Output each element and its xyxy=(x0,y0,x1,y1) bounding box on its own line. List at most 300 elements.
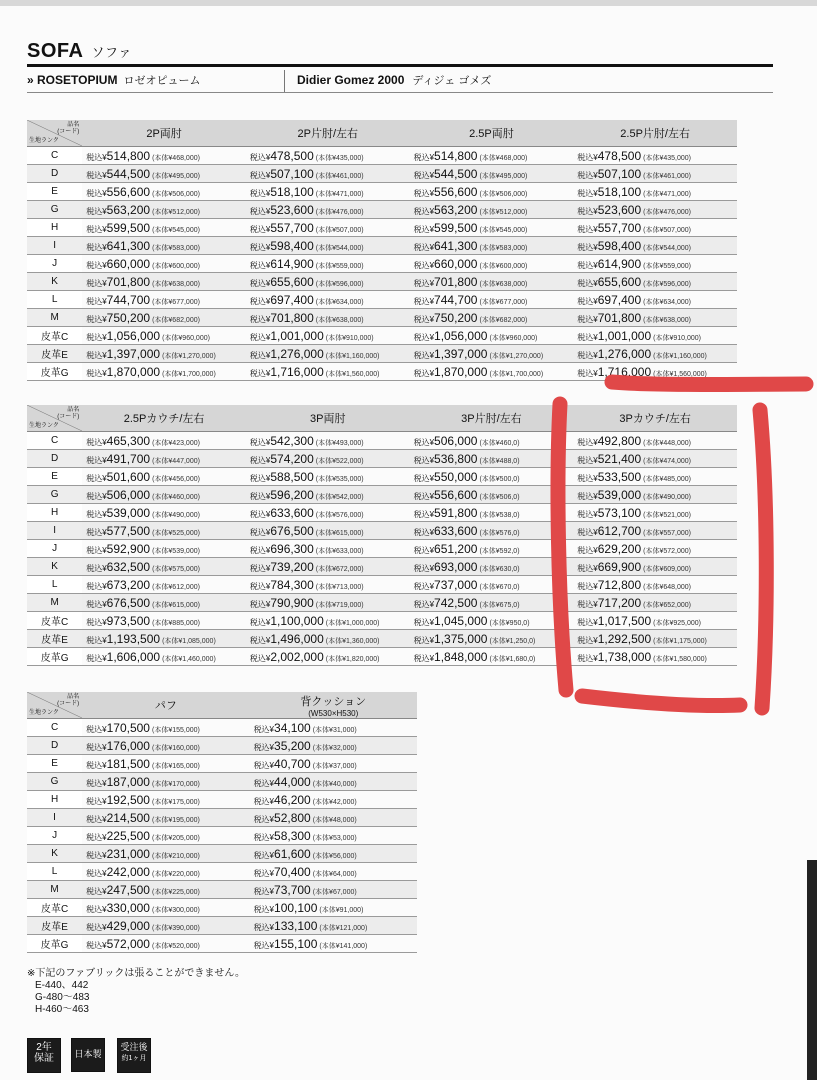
tax-incl-price: 518,100 xyxy=(597,184,642,199)
base-price: 48,000 xyxy=(332,816,355,824)
base-price: 461,000 xyxy=(663,172,689,180)
base-price-suffix: ) xyxy=(364,924,368,932)
tax-incl-prefix: 税込¥ xyxy=(86,332,107,342)
rank-cell: E xyxy=(27,468,82,486)
base-price-prefix: (本体¥ xyxy=(653,370,674,378)
base-price-prefix: (本体¥ xyxy=(152,316,173,324)
base-price: 460,0 xyxy=(499,439,518,447)
price-cell xyxy=(573,219,737,237)
base-price: 512,000 xyxy=(499,208,525,216)
base-price-prefix: (本体¥ xyxy=(312,870,333,878)
tax-incl-prefix: 税込¥ xyxy=(86,224,107,234)
base-price-suffix: ) xyxy=(688,208,692,216)
tax-incl-prefix: 税込¥ xyxy=(413,437,435,447)
base-price-suffix: ) xyxy=(361,565,364,573)
tax-incl-prefix: 税込¥ xyxy=(413,545,435,555)
base-price-prefix: (本体¥ xyxy=(325,334,346,342)
tax-incl-price: 784,300 xyxy=(270,577,314,592)
base-price-prefix: (本体¥ xyxy=(653,655,674,663)
rank-cell: D xyxy=(27,165,82,183)
corner-item-label: 品名 (コード) xyxy=(57,122,80,135)
series-divider xyxy=(284,70,285,92)
tax-incl-price: 521,400 xyxy=(597,451,642,466)
rank-cell: I xyxy=(27,809,82,827)
base-price-prefix: (本体¥ xyxy=(479,529,500,537)
price-cell xyxy=(410,576,574,594)
tax-incl-prefix: 税込¥ xyxy=(249,296,271,306)
tax-incl-prefix: 税込¥ xyxy=(249,491,271,501)
base-price-prefix: (本体¥ xyxy=(479,190,500,198)
price-cell xyxy=(246,594,410,612)
base-price-suffix: ) xyxy=(517,547,520,555)
base-price-prefix: (本体¥ xyxy=(151,816,173,824)
tax-incl-price: 641,300 xyxy=(434,238,478,253)
price-cell xyxy=(82,899,249,917)
tax-incl-prefix: 税込¥ xyxy=(253,868,275,878)
base-price: 545,000 xyxy=(499,226,525,234)
price-cell xyxy=(250,791,417,809)
base-price-prefix: (本体¥ xyxy=(315,493,336,501)
base-price-prefix: (本体¥ xyxy=(312,834,333,842)
rank-cell: M xyxy=(27,594,82,612)
tax-incl-prefix: 税込¥ xyxy=(413,509,435,519)
base-price-prefix: (本体¥ xyxy=(151,798,173,806)
base-price: 56,000 xyxy=(332,852,355,860)
price-cell xyxy=(246,255,410,273)
base-price-prefix: (本体¥ xyxy=(643,601,664,609)
base-price-suffix: ) xyxy=(524,154,528,162)
tax-incl-price: 742,500 xyxy=(434,595,478,610)
rank-cell: G xyxy=(27,201,82,219)
tax-incl-price: 750,200 xyxy=(434,310,478,325)
lead-time-badge xyxy=(117,1038,151,1073)
footnote-line: H-460〜463 xyxy=(35,1004,89,1015)
base-price-prefix: (本体¥ xyxy=(643,154,664,162)
tax-incl-prefix: 税込¥ xyxy=(577,296,598,306)
tax-incl-prefix: 税込¥ xyxy=(413,188,435,198)
tax-incl-prefix: 税込¥ xyxy=(413,635,435,645)
price-cell xyxy=(82,201,246,219)
base-price: 960,000 xyxy=(509,334,535,342)
base-price-suffix: ) xyxy=(197,870,200,878)
base-price-suffix: ) xyxy=(197,529,200,537)
base-price-prefix: (本体¥ xyxy=(479,244,500,252)
corner-rank-label: 生地ランク xyxy=(29,138,59,144)
tax-incl-price: 523,600 xyxy=(597,202,642,217)
base-price-suffix: ) xyxy=(517,493,520,501)
title-en: SOFA xyxy=(27,40,84,62)
base-price: 175,000 xyxy=(172,798,198,806)
tax-incl-prefix: 税込¥ xyxy=(253,778,275,788)
base-price: 210,000 xyxy=(172,852,198,860)
base-price-suffix: ) xyxy=(517,529,520,537)
tax-incl-price: 501,600 xyxy=(106,469,151,484)
rank-cell: K xyxy=(27,845,82,863)
base-price: 542,000 xyxy=(335,493,362,501)
base-price-suffix: ) xyxy=(534,334,538,342)
base-price: 960,000 xyxy=(182,334,208,342)
base-price-prefix: (本体¥ xyxy=(489,637,510,645)
price-cell xyxy=(246,504,410,522)
tax-incl-price: 550,000 xyxy=(434,469,478,484)
tax-incl-prefix: 税込¥ xyxy=(253,922,275,932)
tax-incl-prefix: 税込¥ xyxy=(249,635,271,645)
table-row xyxy=(27,630,737,648)
base-price: 1,270,000 xyxy=(182,352,214,360)
base-price-prefix: (本体¥ xyxy=(315,601,336,609)
base-price-prefix: (本体¥ xyxy=(312,762,333,770)
tax-incl-price: 697,400 xyxy=(597,292,642,307)
price-cell xyxy=(82,165,246,183)
tax-incl-price: 737,000 xyxy=(434,577,478,592)
base-price-prefix: (本体¥ xyxy=(643,547,664,555)
table-row xyxy=(27,576,737,594)
base-price-suffix: ) xyxy=(197,816,200,824)
base-price-suffix: ) xyxy=(213,352,216,360)
column-header xyxy=(410,405,574,432)
base-price: 596,000 xyxy=(335,280,362,288)
base-price: 592,0 xyxy=(499,547,518,555)
base-price-prefix: (本体¥ xyxy=(653,334,674,342)
base-price: 648,000 xyxy=(663,583,689,591)
base-price: 950,0 xyxy=(509,619,528,627)
base-price-suffix: ) xyxy=(197,316,200,324)
price-cell xyxy=(410,273,574,291)
table-row xyxy=(27,450,737,468)
base-price-suffix: ) xyxy=(197,439,200,447)
base-price-suffix: ) xyxy=(533,655,536,663)
base-price-suffix: ) xyxy=(197,852,200,860)
base-price-prefix: (本体¥ xyxy=(325,352,346,360)
price-cell xyxy=(573,612,737,630)
scrollbar-thumb[interactable] xyxy=(807,860,817,1080)
table-row xyxy=(27,486,737,504)
base-price-suffix: ) xyxy=(354,888,357,896)
tax-incl-prefix: 税込¥ xyxy=(577,617,598,627)
base-price-prefix: (本体¥ xyxy=(315,511,336,519)
base-price: 1,560,000 xyxy=(673,370,705,378)
tax-incl-price: 52,800 xyxy=(274,810,311,825)
base-price-prefix: (本体¥ xyxy=(479,601,500,609)
rank-cell: I xyxy=(27,237,82,255)
base-price-suffix: ) xyxy=(354,834,357,842)
tax-incl-price: 676,500 xyxy=(270,523,314,538)
tax-incl-price: 2,002,000 xyxy=(270,649,324,664)
base-price-prefix: (本体¥ xyxy=(162,655,183,663)
tax-incl-price: 744,700 xyxy=(106,292,151,307)
base-price-prefix: (本体¥ xyxy=(152,154,173,162)
base-price-prefix: (本体¥ xyxy=(479,262,500,270)
price-cell xyxy=(246,612,410,630)
tax-incl-price: 557,700 xyxy=(270,220,314,235)
base-price-suffix: ) xyxy=(524,316,528,324)
base-price-suffix: ) xyxy=(688,280,692,288)
column-header-label: 2P片肘/左右 xyxy=(297,128,358,140)
base-price-prefix: (本体¥ xyxy=(152,475,173,483)
base-price: 652,000 xyxy=(663,601,689,609)
base-price: 493,000 xyxy=(335,439,362,447)
price-cell xyxy=(82,504,246,522)
base-price: 885,000 xyxy=(172,619,198,627)
base-price: 456,000 xyxy=(172,475,198,483)
tax-incl-price: 181,500 xyxy=(106,756,150,771)
tax-incl-price: 46,200 xyxy=(274,792,311,807)
price-cell xyxy=(82,755,249,773)
price-cell xyxy=(246,468,410,486)
base-price-prefix: (本体¥ xyxy=(312,816,333,824)
base-price: 1,700,000 xyxy=(509,370,541,378)
tax-incl-prefix: 税込¥ xyxy=(249,314,271,324)
price-cell xyxy=(246,309,410,327)
base-price-suffix: ) xyxy=(688,226,692,234)
base-price: 525,000 xyxy=(172,529,198,537)
tax-incl-price: 242,000 xyxy=(106,864,150,879)
base-price-suffix: ) xyxy=(361,298,364,306)
base-price: 474,000 xyxy=(663,457,689,465)
tax-incl-prefix: 税込¥ xyxy=(253,760,275,770)
tax-incl-price: 507,100 xyxy=(597,166,642,181)
base-price: 539,000 xyxy=(172,547,198,555)
base-price-prefix: (本体¥ xyxy=(479,475,500,483)
tax-incl-prefix: 税込¥ xyxy=(577,224,598,234)
table-row xyxy=(27,147,737,165)
price-cell xyxy=(250,773,417,791)
base-price-suffix: ) xyxy=(698,619,702,627)
base-price: 476,000 xyxy=(663,208,689,216)
base-price-prefix: (本体¥ xyxy=(151,906,173,914)
price-cell xyxy=(573,345,737,363)
base-price: 195,000 xyxy=(172,816,198,824)
base-price-prefix: (本体¥ xyxy=(479,511,500,519)
base-price: 520,000 xyxy=(172,942,198,950)
base-price: 638,000 xyxy=(663,316,689,324)
tax-incl-price: 673,200 xyxy=(106,577,151,592)
tax-incl-prefix: 税込¥ xyxy=(249,563,271,573)
rank-cell: E xyxy=(27,755,82,773)
tax-incl-prefix: 税込¥ xyxy=(86,599,107,609)
price-cell xyxy=(82,576,246,594)
tax-incl-price: 655,600 xyxy=(597,274,642,289)
base-price: 67,000 xyxy=(332,888,355,896)
column-header xyxy=(573,405,737,432)
tax-incl-price: 1,001,000 xyxy=(597,328,652,343)
tax-incl-prefix: 税込¥ xyxy=(413,491,435,501)
tax-incl-prefix: 税込¥ xyxy=(86,152,107,162)
tax-incl-price: 491,700 xyxy=(106,451,151,466)
price-cell xyxy=(246,291,410,309)
tax-incl-price: 492,800 xyxy=(597,433,642,448)
base-price-suffix: ) xyxy=(688,154,692,162)
footnote-title: ※下記のファブリックは張ることができません。 xyxy=(27,968,245,979)
rank-cell: D xyxy=(27,450,82,468)
table-row xyxy=(27,881,417,899)
base-price-suffix: ) xyxy=(524,226,528,234)
base-price-suffix: ) xyxy=(197,226,200,234)
tax-incl-prefix: 税込¥ xyxy=(413,242,435,252)
table-row xyxy=(27,863,417,881)
price-cell xyxy=(250,719,417,737)
price-cell xyxy=(410,486,574,504)
base-price-suffix: ) xyxy=(688,529,692,537)
tax-incl-prefix: 税込¥ xyxy=(253,724,275,734)
base-price-prefix: (本体¥ xyxy=(315,208,336,216)
base-price-suffix: ) xyxy=(197,511,200,519)
tax-incl-prefix: 税込¥ xyxy=(86,904,107,914)
base-price-suffix: ) xyxy=(197,280,200,288)
base-price: 677,000 xyxy=(499,298,525,306)
base-price-prefix: (本体¥ xyxy=(315,298,336,306)
price-cell xyxy=(410,612,574,630)
price-cell xyxy=(246,201,410,219)
table-row xyxy=(27,773,417,791)
base-price-suffix: ) xyxy=(354,870,357,878)
base-price-prefix: (本体¥ xyxy=(643,583,664,591)
tax-incl-price: 641,300 xyxy=(106,238,151,253)
base-price: 1,000,000 xyxy=(345,619,378,627)
base-price-prefix: (本体¥ xyxy=(152,208,173,216)
base-price-prefix: (本体¥ xyxy=(152,529,173,537)
tax-incl-price: 701,800 xyxy=(434,274,478,289)
base-price-prefix: (本体¥ xyxy=(479,547,500,555)
tax-incl-price: 598,400 xyxy=(597,238,642,253)
tax-incl-prefix: 税込¥ xyxy=(86,778,107,788)
base-price-prefix: (本体¥ xyxy=(152,226,173,234)
footnote-line: E-440、442 xyxy=(35,980,89,991)
base-price: 576,000 xyxy=(335,511,362,519)
made-in-japan-badge xyxy=(71,1038,105,1072)
base-price-prefix: (本体¥ xyxy=(479,154,500,162)
price-cell xyxy=(250,809,417,827)
tax-incl-prefix: 税込¥ xyxy=(577,599,598,609)
price-cell xyxy=(82,237,246,255)
tax-incl-price: 507,100 xyxy=(270,166,314,181)
price-cell xyxy=(246,522,410,540)
table-row xyxy=(27,594,737,612)
price-cell xyxy=(246,486,410,504)
rank-cell: G xyxy=(27,486,82,504)
base-price: 1,270,000 xyxy=(509,352,541,360)
rank-cell: 皮革E xyxy=(27,345,82,363)
tax-incl-prefix: 税込¥ xyxy=(86,206,107,216)
base-price: 559,000 xyxy=(663,262,689,270)
base-price-prefix: (本体¥ xyxy=(152,280,173,288)
column-header-label: 2.5Pカウチ/左右 xyxy=(123,413,205,425)
base-price: 160,000 xyxy=(172,744,198,752)
tax-incl-price: 632,500 xyxy=(106,559,151,574)
column-header-label: 2P両肘 xyxy=(146,128,182,140)
tax-incl-price: 214,500 xyxy=(106,810,150,825)
base-price: 544,000 xyxy=(663,244,689,252)
price-cell xyxy=(82,845,249,863)
base-price-prefix: (本体¥ xyxy=(643,316,664,324)
base-price: 1,175,000 xyxy=(673,637,705,645)
base-price-prefix: (本体¥ xyxy=(653,637,674,645)
base-price-prefix: (本体¥ xyxy=(479,280,500,288)
base-price-prefix: (本体¥ xyxy=(312,852,333,860)
base-price-suffix: ) xyxy=(688,511,692,519)
price-cell xyxy=(410,165,574,183)
price-cell xyxy=(246,363,410,381)
base-price-suffix: ) xyxy=(197,834,200,842)
price-cell xyxy=(410,255,574,273)
rank-cell: H xyxy=(27,504,82,522)
base-price-suffix: ) xyxy=(197,547,200,555)
tax-incl-price: 1,193,500 xyxy=(106,631,161,646)
tax-incl-price: 701,800 xyxy=(270,310,314,325)
base-price-suffix: ) xyxy=(197,565,200,573)
corner-cell xyxy=(27,405,82,432)
base-price: 910,000 xyxy=(345,334,372,342)
table-row xyxy=(27,255,737,273)
tax-incl-prefix: 税込¥ xyxy=(413,224,435,234)
base-price-suffix: ) xyxy=(517,439,520,447)
tax-incl-prefix: 税込¥ xyxy=(249,188,271,198)
tax-incl-price: 717,200 xyxy=(597,595,642,610)
base-price-prefix: (本体¥ xyxy=(152,619,173,627)
table-row xyxy=(27,648,737,666)
base-price: 1,560,000 xyxy=(345,370,378,378)
tax-incl-prefix: 税込¥ xyxy=(577,170,598,180)
base-price-prefix: (本体¥ xyxy=(643,172,664,180)
rank-cell: 皮革G xyxy=(27,363,82,381)
badge-line: 保証 xyxy=(34,1053,54,1064)
base-price-prefix: (本体¥ xyxy=(643,298,664,306)
base-price-prefix: (本体¥ xyxy=(479,493,500,501)
tax-incl-price: 573,100 xyxy=(597,505,642,520)
price-cell xyxy=(410,558,574,576)
header-rule xyxy=(27,64,773,67)
tax-incl-prefix: 税込¥ xyxy=(413,260,435,270)
base-price: 596,000 xyxy=(663,280,689,288)
base-price-suffix: ) xyxy=(197,744,200,752)
base-price: 506,0 xyxy=(499,493,518,501)
base-price: 91,000 xyxy=(339,906,362,914)
base-price-suffix: ) xyxy=(704,370,707,378)
column-header-label: 3Pカウチ/左右 xyxy=(619,413,691,425)
tax-incl-price: 544,500 xyxy=(434,166,478,181)
base-price: 32,000 xyxy=(332,744,355,752)
base-price: 615,000 xyxy=(172,601,198,609)
base-price-suffix: ) xyxy=(197,172,200,180)
tax-incl-price: 523,600 xyxy=(270,202,314,217)
table-row xyxy=(27,755,417,773)
corner-cell xyxy=(27,692,82,719)
tax-incl-price: 592,900 xyxy=(106,541,151,556)
base-price-suffix: ) xyxy=(197,457,200,465)
tax-incl-prefix: 税込¥ xyxy=(86,350,107,360)
base-price-suffix: ) xyxy=(524,298,528,306)
tax-incl-price: 572,000 xyxy=(106,936,150,951)
price-cell xyxy=(573,327,737,345)
rank-cell: D xyxy=(27,737,82,755)
tax-incl-prefix: 税込¥ xyxy=(249,473,271,483)
base-price-prefix: (本体¥ xyxy=(489,352,510,360)
price-cell xyxy=(82,540,246,558)
tax-incl-price: 660,000 xyxy=(106,256,151,271)
tax-incl-prefix: 税込¥ xyxy=(577,278,598,288)
tax-incl-price: 478,500 xyxy=(597,148,642,163)
base-price: 121,000 xyxy=(339,924,365,932)
tax-incl-prefix: 税込¥ xyxy=(249,653,271,663)
tax-incl-prefix: 税込¥ xyxy=(577,491,598,501)
base-price: 485,000 xyxy=(663,475,689,483)
base-price: 672,000 xyxy=(335,565,362,573)
base-price-suffix: ) xyxy=(361,439,364,447)
tax-incl-prefix: 税込¥ xyxy=(249,332,271,342)
rank-cell: 皮革C xyxy=(27,612,82,630)
base-price-prefix: (本体¥ xyxy=(319,906,340,914)
base-price-suffix: ) xyxy=(704,637,707,645)
